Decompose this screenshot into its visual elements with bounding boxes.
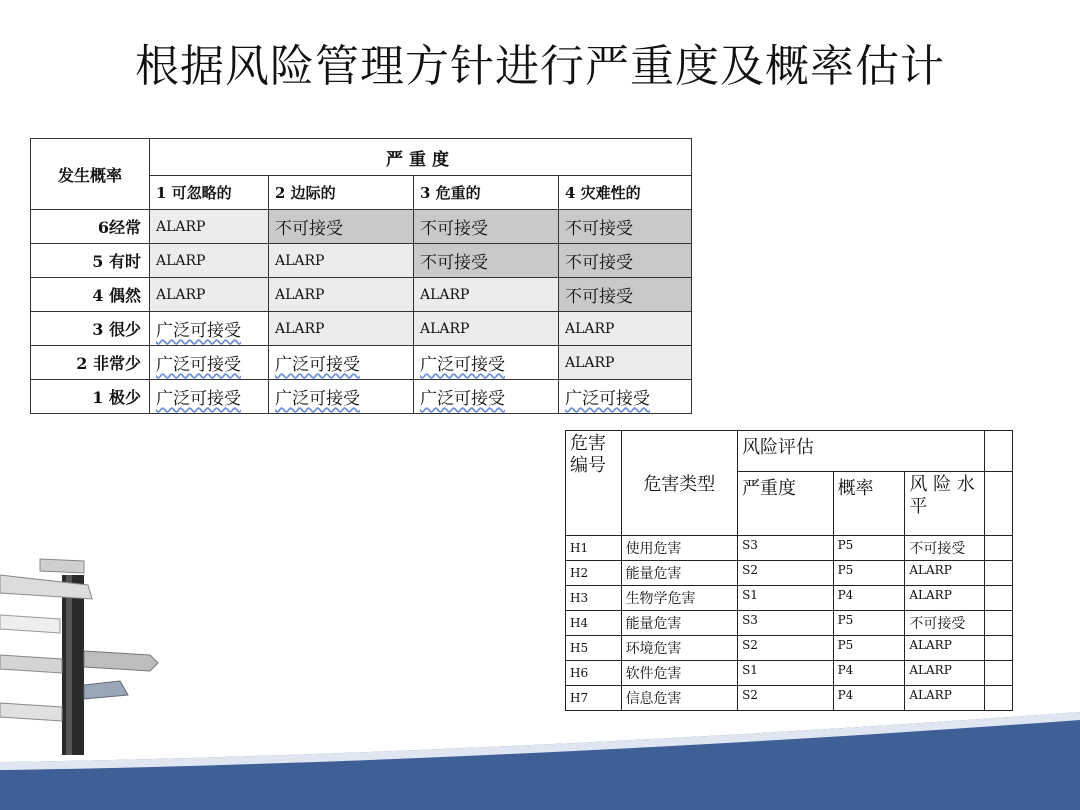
- hz-type-header: 危害类型: [621, 431, 738, 536]
- matrix-cell: [414, 278, 559, 312]
- risk-level-text: 不可接受: [275, 219, 343, 239]
- matrix-cell: [150, 210, 269, 244]
- matrix-row-label: 6经常: [31, 210, 150, 244]
- hazard-row: [566, 586, 1013, 611]
- hazard-extra-cell: [984, 536, 1012, 561]
- hazard-severity: S2: [738, 636, 834, 661]
- hazard-extra-cell: [984, 611, 1012, 636]
- risk-level-text: ALARP: [565, 354, 615, 371]
- hazard-id: H5: [566, 636, 622, 661]
- hazard-table-wrap: [565, 430, 1013, 735]
- matrix-cell: [559, 244, 692, 278]
- matrix-row-label: 5 有时: [31, 244, 150, 278]
- matrix-cell: [559, 312, 692, 346]
- hazard-type: 生物学危害: [621, 586, 738, 611]
- risk-level-text: ALARP: [565, 320, 615, 337]
- hz-level-header: 风 险 水 平: [905, 472, 985, 536]
- matrix-cell: [150, 312, 269, 346]
- matrix-cell: [150, 244, 269, 278]
- hazard-row: [566, 661, 1013, 686]
- hz-eval-header: 风险评估: [738, 431, 985, 472]
- hazard-severity: S2: [738, 561, 834, 586]
- risk-level-text: 广泛可接受: [420, 355, 505, 375]
- matrix-cell: [269, 278, 414, 312]
- hazard-row: [566, 561, 1013, 586]
- matrix-cell: [269, 244, 414, 278]
- hazard-severity: S2: [738, 686, 834, 711]
- matrix-row: [31, 210, 692, 244]
- hazard-extra-cell: [984, 586, 1012, 611]
- hazard-table: [565, 430, 1013, 711]
- risk-level-text: 不可接受: [565, 219, 633, 239]
- matrix-cell: [269, 380, 414, 414]
- hazard-type: 使用危害: [621, 536, 738, 561]
- matrix-row: [31, 346, 692, 380]
- matrix-cell: [414, 380, 559, 414]
- sev-col-1: 1 可忽略的: [150, 176, 269, 210]
- risk-level-text: 广泛可接受: [275, 355, 360, 375]
- hz-extra-header: [984, 431, 1012, 472]
- risk-level-text: ALARP: [156, 252, 206, 269]
- risk-level-text: 广泛可接受: [420, 389, 505, 409]
- hazard-probability: P5: [833, 561, 905, 586]
- matrix-row: [31, 312, 692, 346]
- risk-level-text: ALARP: [275, 320, 325, 337]
- risk-level-text: 不可接受: [420, 219, 488, 239]
- hazard-probability: P5: [833, 611, 905, 636]
- risk-level-text: 广泛可接受: [156, 355, 241, 375]
- hazard-risk-level: ALARP: [905, 561, 985, 586]
- risk-level-text: 不可接受: [565, 253, 633, 273]
- hazard-severity: S3: [738, 611, 834, 636]
- matrix-cell: [414, 346, 559, 380]
- matrix-cell: [150, 346, 269, 380]
- risk-level-text: 不可接受: [420, 253, 488, 273]
- matrix-cell: [559, 278, 692, 312]
- matrix-row-label: 1 极少: [31, 380, 150, 414]
- risk-level-text: ALARP: [275, 286, 325, 303]
- hazard-probability: P5: [833, 536, 905, 561]
- matrix-body: [31, 210, 692, 414]
- matrix-row: [31, 244, 692, 278]
- hz-extra-sub: [984, 472, 1012, 536]
- hazard-extra-cell: [984, 561, 1012, 586]
- hazard-type: 能量危害: [621, 561, 738, 586]
- risk-level-text: ALARP: [156, 286, 206, 303]
- prob-header: 发生概率: [31, 139, 150, 210]
- hazard-id: H7: [566, 686, 622, 711]
- hazard-id: H4: [566, 611, 622, 636]
- bottom-wave-decoration: [0, 700, 1080, 810]
- hazard-type: 信息危害: [621, 686, 738, 711]
- sev-col-3: 3 危重的: [414, 176, 559, 210]
- matrix-cell: [150, 380, 269, 414]
- risk-level-text: 广泛可接受: [275, 389, 360, 409]
- hazard-id: H1: [566, 536, 622, 561]
- sev-col-4: 4 灾难性的: [559, 176, 692, 210]
- hazard-row: [566, 536, 1013, 561]
- risk-matrix-table: [30, 138, 692, 414]
- matrix-row: [31, 278, 692, 312]
- matrix-row-label: 3 很少: [31, 312, 150, 346]
- hazard-risk-level: 不可接受: [905, 536, 985, 561]
- risk-level-text: ALARP: [420, 286, 470, 303]
- matrix-cell: [559, 210, 692, 244]
- hazard-type: 能量危害: [621, 611, 738, 636]
- hazard-type: 软件危害: [621, 661, 738, 686]
- risk-level-text: ALARP: [420, 320, 470, 337]
- matrix-cell: [559, 380, 692, 414]
- hazard-id: H2: [566, 561, 622, 586]
- matrix-cell: [150, 278, 269, 312]
- risk-level-text: 广泛可接受: [156, 321, 241, 341]
- matrix-cell: [414, 210, 559, 244]
- matrix-cell: [269, 346, 414, 380]
- matrix-cell: [414, 244, 559, 278]
- hazard-body: [566, 536, 1013, 711]
- matrix-cell: [559, 346, 692, 380]
- hazard-risk-level: ALARP: [905, 586, 985, 611]
- sev-col-2: 2 边际的: [269, 176, 414, 210]
- severity-header: 严重度: [150, 139, 692, 176]
- risk-level-text: 广泛可接受: [565, 389, 650, 409]
- matrix-row: [31, 380, 692, 414]
- hazard-probability: P4: [833, 686, 905, 711]
- hazard-severity: S1: [738, 586, 834, 611]
- hazard-probability: P4: [833, 661, 905, 686]
- risk-level-text: ALARP: [156, 218, 206, 235]
- hazard-extra-cell: [984, 661, 1012, 686]
- risk-level-text: ALARP: [275, 252, 325, 269]
- hazard-risk-level: ALARP: [905, 661, 985, 686]
- matrix-row-label: 2 非常少: [31, 346, 150, 380]
- hazard-row: [566, 611, 1013, 636]
- hazard-severity: S3: [738, 536, 834, 561]
- hazard-id: H3: [566, 586, 622, 611]
- hazard-id: H6: [566, 661, 622, 686]
- hazard-probability: P4: [833, 586, 905, 611]
- hz-prob-header: 概率: [833, 472, 905, 536]
- matrix-row-label: 4 偶然: [31, 278, 150, 312]
- hazard-risk-level: 不可接受: [905, 611, 985, 636]
- matrix-cell: [269, 312, 414, 346]
- matrix-cell: [269, 210, 414, 244]
- matrix-cell: [414, 312, 559, 346]
- hz-sev-header: 严重度: [738, 472, 834, 536]
- hazard-risk-level: ALARP: [905, 636, 985, 661]
- risk-level-text: 广泛可接受: [156, 389, 241, 409]
- hazard-severity: S1: [738, 661, 834, 686]
- risk-level-text: 不可接受: [565, 287, 633, 307]
- hz-id-header: 危害编号: [566, 431, 622, 536]
- hazard-probability: P5: [833, 636, 905, 661]
- hazard-extra-cell: [984, 636, 1012, 661]
- slide-title: 根据风险管理方针进行严重度及概率估计: [135, 41, 945, 92]
- hazard-risk-level: ALARP: [905, 686, 985, 711]
- hazard-row: [566, 636, 1013, 661]
- hazard-type: 环境危害: [621, 636, 738, 661]
